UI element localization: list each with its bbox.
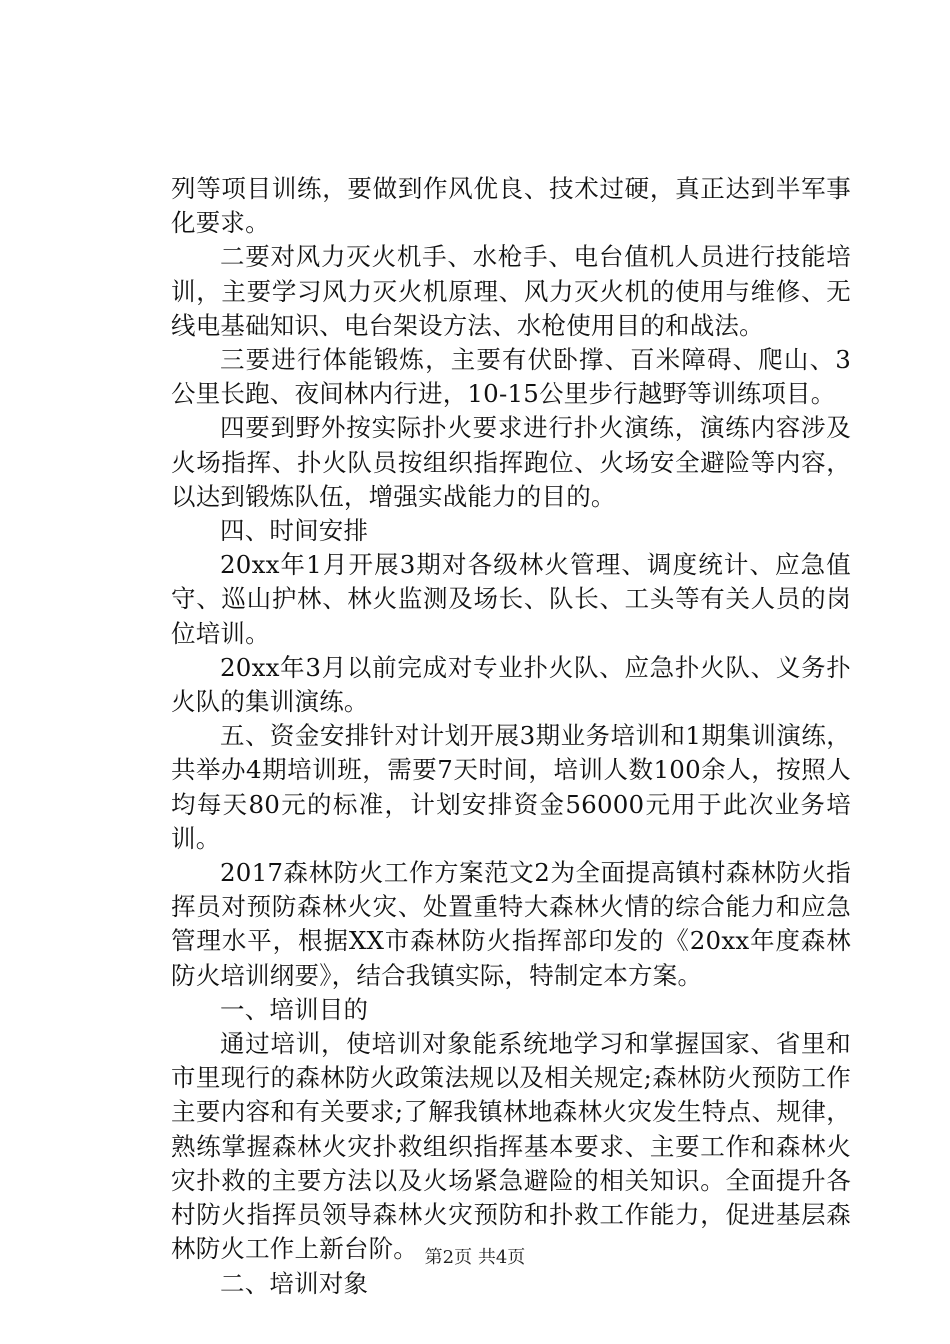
paragraph-1: 列等项目训练，要做到作风优良、技术过硬，真正达到半军事化要求。 (171, 174, 851, 238)
section-heading-purpose: 一、培训目的 (220, 994, 369, 1024)
paragraph-6: 20xx年1月开展3期对各级林火管理、调度统计、应急值守、巡山护林、林火监测及场长、队长、工头等有关人员的岗位培训。 (171, 550, 851, 648)
paragraph-7: 20xx年3月以前完成对专业扑火队、应急扑火队、义务扑火队的集训演练。 (171, 652, 851, 717)
paragraph-2: 二要对风力灭火机手、水枪手、电台值机人员进行技能培训，主要学习风力灭火机原理、风力灭火机的使用与维修、无线电基础知识、电台架设方法、水枪使用目的和战法。 (171, 242, 851, 340)
paragraph-3: 三要进行体能锻炼，主要有伏卧撑、百米障碍、爬山、3公里长跑、夜间林内行进，10-15公里步行越野等训练项目。 (171, 345, 851, 409)
paragraph-4: 四要到野外按实际扑火要求进行扑火演练，演练内容涉及火场指挥、扑火队员按组织指挥跑位、火场安全避险等内容，以达到锻炼队伍，增强实战能力的目的。 (171, 413, 851, 511)
paragraph-11: 通过培训，使培训对象能系统地学习和掌握国家、省里和市里现行的森林防火政策法规以及相关规定;森林防火预防工作主要内容和有关要求;了解我镇林地森林火灾发生特点、规律，熟练掌握森林火灾扑救组织指挥基本要求、主要工作和森林火灾扑救的主要方法以及火场紧急避险的相关知识。全面提升各村防火指挥员领导森林火灾预防和扑救工作能力，促进基层森林防火工作上新台阶。 (171, 1029, 851, 1264)
section-heading-schedule: 四、时间安排 (220, 516, 369, 546)
document-body (171, 172, 851, 1301)
page-number-footer: 第2页 共4页 (424, 1247, 526, 1268)
paragraph-9: 2017森林防火工作方案范文2为全面提高镇村森林防火指挥员对预防森林火灾、处置重特大森林火情的综合能力和应急管理水平，根据XX市森林防火指挥部印发的《20xx年度森林防火培训纲要》，结合我镇实际，特制定本方案。 (171, 858, 851, 990)
paragraph-8: 五、资金安排针对计划开展3期业务培训和1期集训演练，共举办4期培训班，需要7天时间，培训人数100余人，按照人均每天80元的标准，计划安排资金56000元用于此次业务培训。 (171, 721, 851, 853)
section-heading-audience: 二、培训对象 (220, 1268, 369, 1298)
